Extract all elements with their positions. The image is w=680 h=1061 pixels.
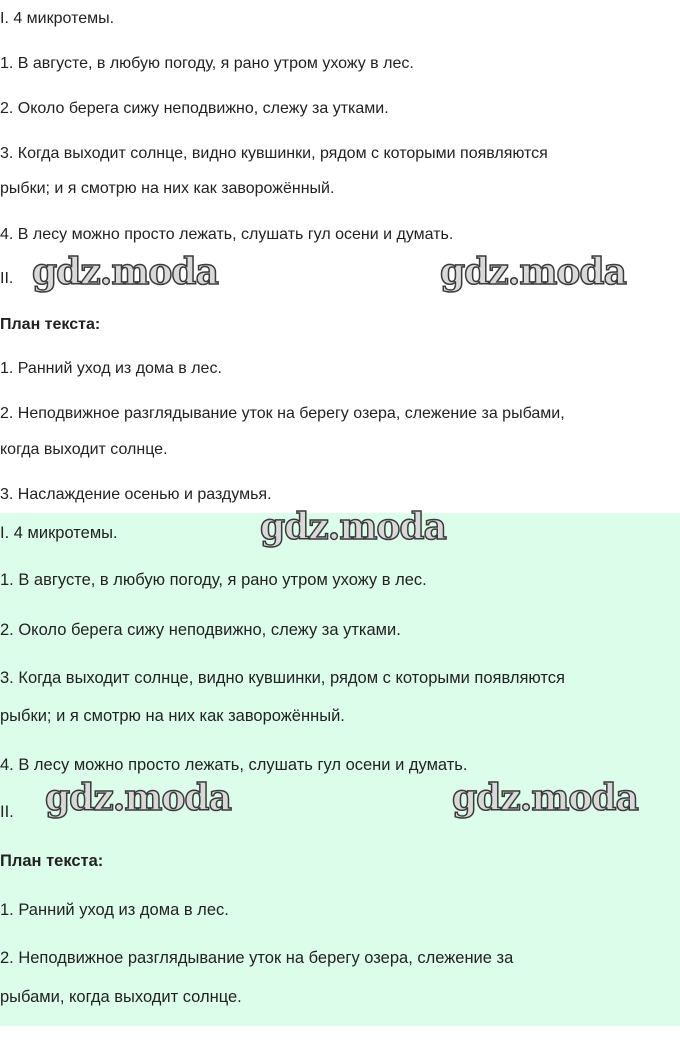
- list-item: 3. Когда выходит солнце, видно кувшинки, рядом с которыми появляются: [0, 145, 548, 162]
- plan-title: План текста:: [0, 852, 104, 870]
- list-item: рыбки; и я смотрю на них как заворожённый.: [0, 707, 345, 725]
- list-item: 2. Около берега сижу неподвижно, слежу за утками.: [0, 621, 401, 639]
- list-item: 1. Ранний уход из дома в лес.: [0, 360, 222, 377]
- watermark-logo: gdz.moda: [452, 777, 638, 819]
- list-item: 1. Ранний уход из дома в лес.: [0, 901, 229, 919]
- list-item: 4. В лесу можно просто лежать, слушать гул осени и думать.: [0, 756, 468, 774]
- list-item: рыбами, когда выходит солнце.: [0, 988, 242, 1006]
- list-item: 2. Около берега сижу неподвижно, слежу за утками.: [0, 100, 389, 117]
- list-item: 2. Неподвижное разглядывание уток на берегу озера, слежение за рыбами,: [0, 405, 565, 422]
- list-item: 1. В августе, в любую погоду, я рано утром ухожу в лес.: [0, 55, 414, 72]
- list-item: 3. Наслаждение осенью и раздумья.: [0, 486, 272, 503]
- plan-title: План текста:: [0, 316, 101, 333]
- list-item: 1. В августе, в любую погоду, я рано утром ухожу в лес.: [0, 571, 427, 589]
- section-heading-1: I. 4 микротемы.: [0, 524, 118, 542]
- watermark-logo: gdz.moda: [260, 506, 446, 548]
- section-heading-1: I. 4 микротемы.: [0, 10, 115, 27]
- list-item: когда выходит солнце.: [0, 441, 168, 458]
- watermark-logo: gdz.moda: [32, 251, 218, 293]
- list-item: рыбки; и я смотрю на них как заворожённый.: [0, 180, 335, 197]
- list-item: 4. В лесу можно просто лежать, слушать гул осени и думать.: [0, 226, 454, 243]
- watermark-logo: gdz.moda: [440, 251, 626, 293]
- section-heading-2: II.: [0, 270, 14, 287]
- list-item: 2. Неподвижное разглядывание уток на берегу озера, слежение за: [0, 949, 514, 967]
- section-heading-2: II.: [0, 803, 14, 821]
- watermark-logo: gdz.moda: [45, 777, 231, 819]
- list-item: 3. Когда выходит солнце, видно кувшинки, рядом с которыми появляются: [0, 669, 565, 687]
